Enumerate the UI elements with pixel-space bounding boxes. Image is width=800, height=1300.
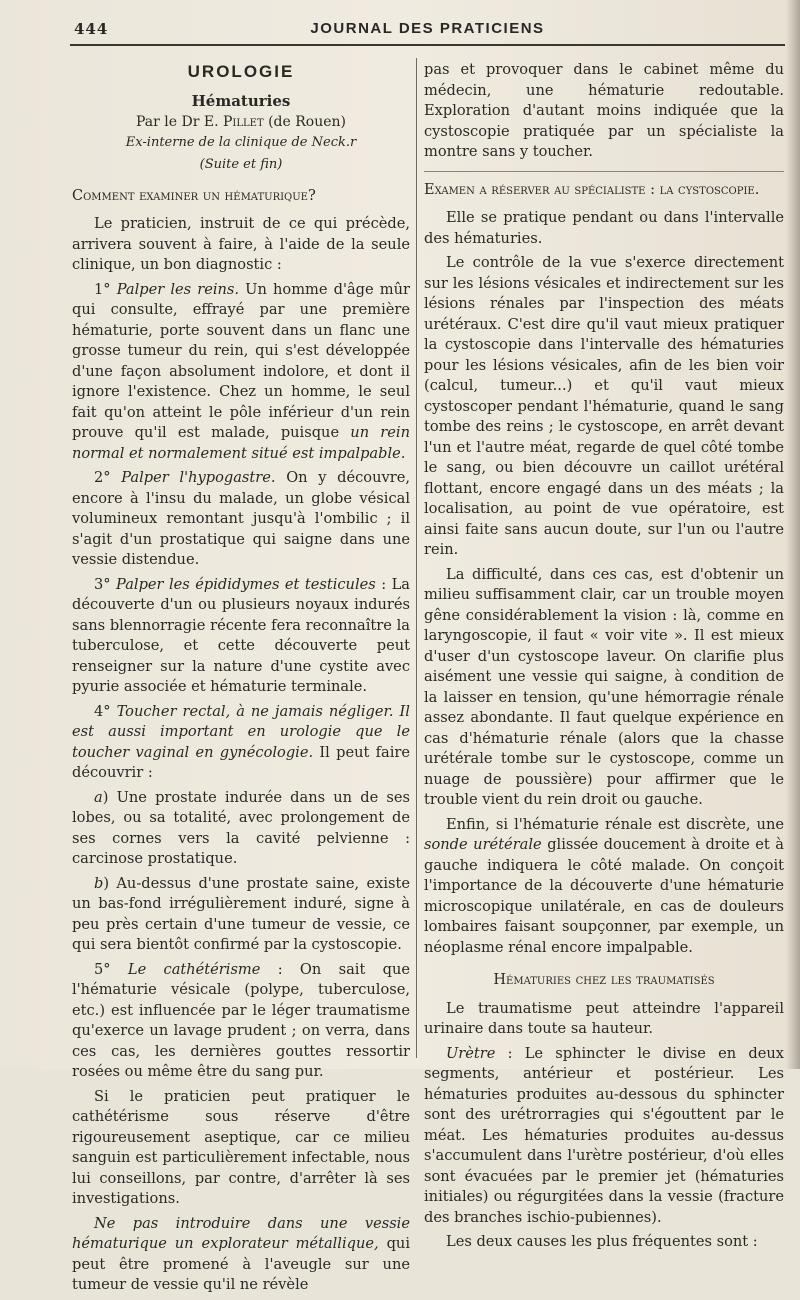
section-title: UROLOGIE (187, 62, 295, 81)
paragraph-sub-b (72, 874, 410, 956)
item-text: Il peut faire découvrir : (72, 743, 410, 781)
item-number: 5° (94, 960, 128, 978)
page-edge-shadow (786, 0, 800, 1069)
subheading-cystoscopie: Examen a réserver au spécialiste : la cystoscopie. (424, 181, 760, 198)
item-lead: Le cathétérisme (127, 960, 261, 978)
paragraph-praticien: Si le praticien peut pratiquer le cathétérisme sous réserve d'être rigoureusement aseptique, car ce milieu sanguin est particulièrement infectable, nous lui conseillons, par contre, d'arrêter là ses investigations. (72, 1087, 410, 1207)
item-lead: Palper l'hypogastre. (121, 469, 276, 486)
paragraph-controle: Le contrôle de la vue s'exerce directement sur les lésions vésicales et indirectement sur les lésions rénales par l'inspection des méats urétéraux. C'est dire qu'il vaut mieux pratiquer la cystoscopie dans l'intervalle des hématuries pour les lésions vésicales, afin de les bien voir (calcul, tumeur...) et qu'il vaut mieux cystoscoper pendant l'hématurie, quand le sang tombe des reins ; le cystoscope, en arrêt devant l'un et l'autre méat, regarde de quel côté tombe le sang, ou bien découvre un caillot urétéral flottant, encore engagé dans un des méats ; la localisation, au point de vue opératoire, est ainsi faite sans aucun doute, sur l'un ou l'autre rein. (424, 254, 784, 558)
item-lead: Palper les reins. (116, 280, 240, 298)
subheading-traumatises: Hématuries chez les traumatisés (493, 972, 715, 988)
author-name: Pillet (223, 114, 264, 130)
subheading-examiner: Comment examiner un hématurique? (72, 187, 316, 204)
item-emphasis: Ne pas introduire dans une vessie hématurique un explorateur métallique, (72, 1214, 410, 1252)
byline-prefix: Par le Dr E. (136, 114, 223, 130)
journal-title: JOURNAL DES PRATICIENS (310, 20, 545, 37)
byline-suffix: (de Rouen) (263, 114, 346, 130)
item-text: : On sait que l'hématurie vésicale (polype, tuberculose, etc.) est influencée par le léger traumatisme qu'exerce un lavage prudent ; on verra, dans ces cas, les dernières gouttes ressortir rosées ou même être du sang pur. (72, 960, 410, 1080)
para-text: Enfin, si l'hématurie rénale est discrète, une (446, 815, 784, 833)
item-text: On y découvre, encore à l'insu du malade, un globe vésical volumineux remontant jusqu'à l'ombilic ; il s'agit d'un prostatique qui saigne dans une vessie distendue. (72, 469, 410, 568)
item-text: Un homme d'âge mûr qui consulte, effrayé par une première hématurie, porte souvent dans un flanc une grosse tumeur du rein, qui s'est développée d'une façon absolument indolore, et dont il ignore l'existence. Chez un homme, le seul fait qu'on atteint le pôle inférieur d'un rein prouve qu'il est malade, puisque (72, 280, 410, 441)
page-number: 444 (74, 20, 109, 38)
sub-text: ) Une prostate indurée dans un de ses lobes, ou sa totalité, avec prolongement de ses cornes vers la cavité pelvienne : carcinose prostatique. (72, 788, 410, 867)
sub-letter: a (94, 788, 103, 806)
paragraph-continued: pas et provoquer dans le cabinet même du médecin, une hématurie redoutable. Exploration d'autant moins indiquée que la cystoscopie pratiquée par un spécialiste la montre sans y toucher. (424, 61, 784, 160)
item-number: 3° (94, 575, 117, 593)
item-lead: Palper les épididymes et testicules (116, 575, 376, 593)
paragraph-pratique: Elle se pratique pendant ou dans l'intervalle des hématuries. (424, 209, 784, 247)
column-divider (416, 58, 417, 1058)
paragraph-palper-hypogastre (72, 468, 410, 571)
paragraph-catheterisme (72, 960, 410, 1083)
article-title: Hématuries (191, 91, 291, 110)
left-column (72, 60, 410, 1300)
item-lead: Toucher rectal, à ne jamais négliger. Il est aussi important en urologie que le toucher vaginal en gynécologie. (72, 702, 410, 761)
paragraph-traumatisme: Le traumatisme peut atteindre l'appareil urinaire dans toute sa hauteur. (424, 999, 784, 1037)
section-rule (424, 171, 784, 172)
paragraph-deux-causes: Les deux causes les plus fréquentes sont : (446, 1233, 758, 1250)
paragraph-palper-reins (72, 280, 410, 465)
item-emphasis: un rein normal et normalement situé est impalpable. (72, 424, 410, 462)
paragraph-difficulte: La difficulté, dans ces cas, est d'obtenir un milieu suffisamment clair, car un trouble moyen gêne considérablement la vision : là, comme en laryngoscopie, il faut « voir vite ». Il est mieux d'user d'un cystoscope laveur. On clarifie plus aisément une vessie qui saigne, à condition de la laisser en tension, qu'une hémorragie rénale assez abondante. Il faut quelque expérience en cas d'hématurie rénale (alors que la chasse urétérale tombe sur le cystoscope, comme un nuage de poussière) pour affirmer que le trouble vient du rein droit ou gauche. (424, 565, 784, 808)
item-lead: Urètre (446, 1044, 496, 1062)
item-number: 4° (94, 702, 117, 720)
paragraph-sub-a (72, 788, 410, 870)
sub-letter: b (94, 874, 104, 892)
item-number: 2° (94, 469, 122, 486)
byline (72, 112, 410, 133)
para-text: glissée doucement à droite et à gauche indiquera le côté malade. On conçoit l'importance de la découverte d'une hématurie microscopique unilatérale, en cas de douleurs lombaires faisant soupçonner, par exemple, un néoplasme rénal encore impalpable. (424, 836, 784, 956)
item-emphasis: sonde urétérale (424, 836, 542, 853)
paragraph-uretre (424, 1044, 784, 1229)
item-text: : Le sphincter le divise en deux segments, antérieur et postérieur. Les hématuries produites au-dessous du sphincter sont des urétrorragies qui s'égouttent par le méat. Les hématuries produites au-dessus s'accumulent dans l'urètre postérieur, d'où elles sont évacuées par le premier jet (hématuries initiales) ou régurgitées dans la vessie (fracture des branches ischio-pubiennes). (424, 1044, 784, 1226)
paragraph-palper-epididymes (72, 575, 410, 698)
item-number: 1° (94, 280, 117, 298)
paragraph-ne-pas-introduire (72, 1214, 410, 1296)
paragraph-toucher-rectal (72, 702, 410, 784)
item-text: : La découverte d'un ou plusieurs noyaux indurés sans blennorragie récente fera reconnaître la tuberculose, et cette découverte peut renseigner sur la nature d'une cystite avec pyurie associée et hématurie terminale. (72, 575, 410, 695)
item-text: qui peut être promené à l'aveugle sur une tumeur de vessie qu'il ne révèle (72, 1235, 410, 1293)
paragraph-enfin (424, 815, 784, 959)
page-header (70, 18, 785, 46)
right-column (424, 60, 784, 1257)
paragraph-intro: Le praticien, instruit de ce qui précède, arrivera souvent à faire, à l'aide de la seule clinique, un bon diagnostic : (72, 215, 410, 273)
sub-text: ) Au-dessus d'une prostate saine, existe un bas-fond irrégulièrement induré, signe à peu près certain d'une tumeur de vessie, ce qui sera bientôt confirmé par la cystoscopie. (72, 874, 410, 953)
continuation-note: (Suite et fin) (199, 157, 283, 172)
author-affiliation: Ex-interne de la clinique de Neck.r (125, 134, 357, 150)
